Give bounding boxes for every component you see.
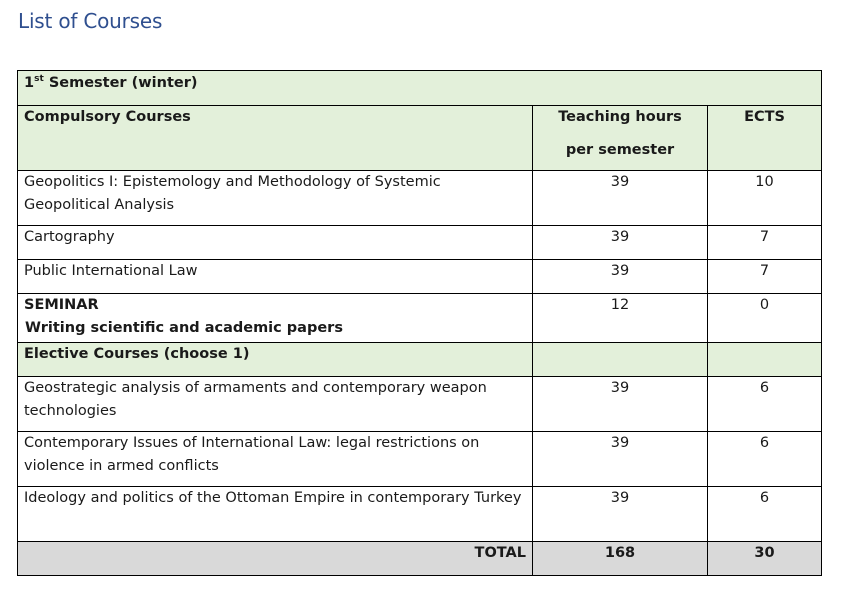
table-row: [18, 487, 822, 542]
semester-number: 1: [24, 75, 35, 91]
compulsory-courses-header: Compulsory Courses: [18, 106, 533, 171]
seminar-ects: 0: [708, 294, 822, 343]
semester-header-row: [18, 71, 822, 106]
course-hours: 39: [533, 226, 708, 260]
elective-header-empty-hours: [533, 343, 708, 377]
table-row: [18, 260, 822, 294]
total-label: TOTAL: [18, 542, 533, 576]
table-row: [18, 171, 822, 226]
course-hours: 39: [533, 171, 708, 226]
table-row: [18, 226, 822, 260]
course-hours: 39: [533, 487, 708, 542]
course-name: Contemporary Issues of International Law: legal restrictions on violence in armed conflicts: [18, 432, 533, 487]
course-name: Geopolitics I: Epistemology and Methodology of Systemic Geopolitical Analysis: [18, 171, 533, 226]
course-name: Cartography: [18, 226, 533, 260]
teaching-hours-header-line2: per semester: [565, 142, 675, 158]
teaching-hours-header-line1: Teaching hours: [558, 109, 682, 125]
course-ects: 6: [708, 377, 822, 432]
course-name: Geostrategic analysis of armaments and contemporary weapon technologies: [18, 377, 533, 432]
course-ects: 10: [708, 171, 822, 226]
course-ects: 7: [708, 226, 822, 260]
course-ects: 6: [708, 432, 822, 487]
seminar-row: [18, 294, 822, 343]
elective-header-empty-ects: [708, 343, 822, 377]
course-ects: 7: [708, 260, 822, 294]
teaching-hours-header: [533, 106, 708, 171]
total-row: [18, 542, 822, 576]
table-row: [18, 377, 822, 432]
seminar-title: SEMINAR: [24, 297, 99, 313]
course-table: [17, 70, 822, 576]
ects-header: ECTS: [708, 106, 822, 171]
course-ects: 6: [708, 487, 822, 542]
course-name: Public International Law: [18, 260, 533, 294]
elective-courses-header: Elective Courses (choose 1): [18, 343, 533, 377]
seminar-cell: [18, 294, 533, 343]
page-title: List of Courses: [18, 9, 163, 33]
course-hours: 39: [533, 377, 708, 432]
semester-header: [18, 71, 822, 106]
column-header-row: [18, 106, 822, 171]
elective-header-row: [18, 343, 822, 377]
seminar-subtitle: Writing scientific and academic papers: [25, 320, 343, 336]
total-ects: 30: [708, 542, 822, 576]
course-name: Ideology and politics of the Ottoman Empire in contemporary Turkey: [18, 487, 533, 542]
total-hours: 168: [533, 542, 708, 576]
semester-suffix: st: [34, 74, 44, 85]
seminar-hours: 12: [533, 294, 708, 343]
semester-label: Semester (winter): [43, 75, 198, 91]
course-hours: 39: [533, 260, 708, 294]
table-row: [18, 432, 822, 487]
course-hours: 39: [533, 432, 708, 487]
